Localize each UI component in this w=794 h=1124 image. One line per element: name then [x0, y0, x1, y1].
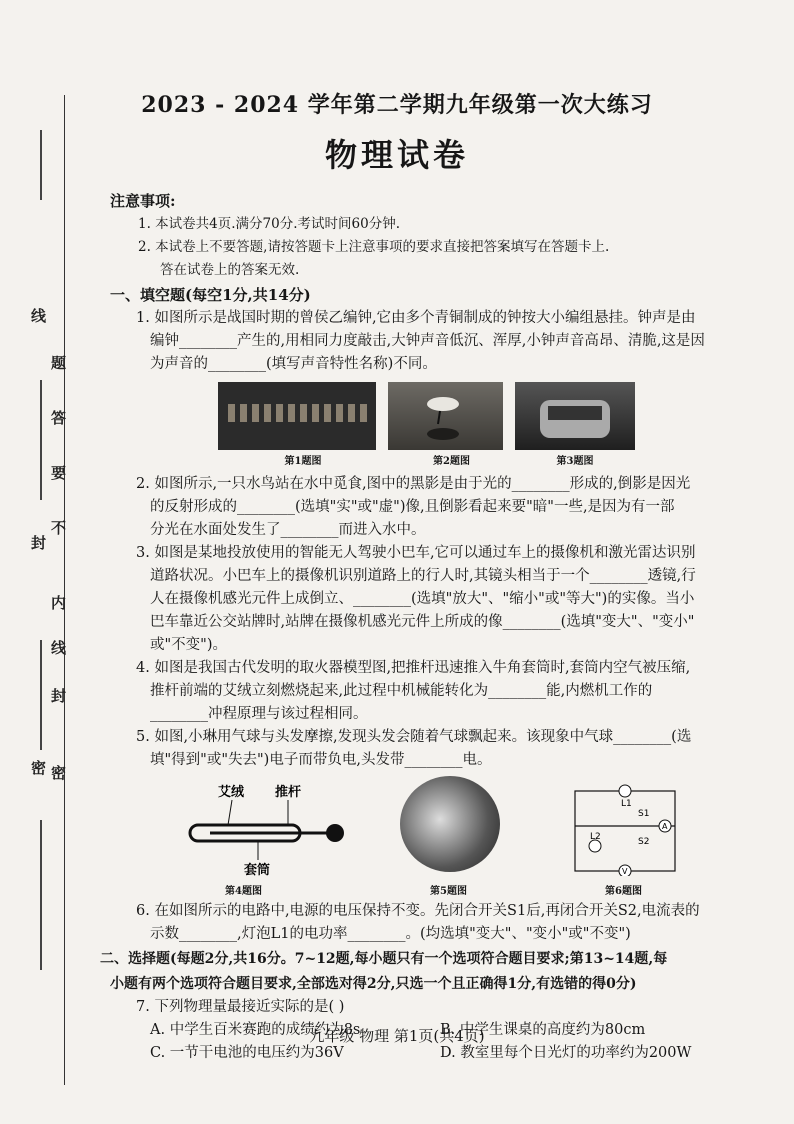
question-3-line: 道路状况。小巴车上的摄像机识别道路上的行人时,其镜头相当于一个________透镜,行 — [150, 568, 696, 584]
section-2-title: 二、选择题(每题2分,共16分。7~12题,每小题只有一个选项符合题目要求;第13~14题,每 — [100, 951, 668, 967]
question-3: 3. 如图是某地投放使用的智能无人驾驶小巴车,它可以通过车上的摄像机和激光雷达识别 — [136, 545, 696, 561]
margin-char: 线 — [29, 308, 47, 323]
label-tuigan: 推杆 — [275, 785, 302, 800]
notes-heading: 注意事项: — [110, 192, 176, 210]
question-4: 4. 如图是我国古代发明的取火器模型图,把推杆迅速推入牛角套筒时,套筒内空气被压缩, — [136, 660, 691, 676]
question-3-line: 人在摄像机感光元件上成倒立、________(选填"放大"、"缩小"或"等大")的实像。当小 — [150, 591, 695, 607]
label-l2: L2 — [590, 832, 601, 842]
margin-dash-bottom — [40, 820, 42, 970]
figure-captions-1 — [218, 450, 770, 473]
label-taotong: 套筒 — [244, 863, 271, 878]
margin-char: 密 — [49, 765, 67, 780]
section-2-title-line: 小题有两个选项符合题目要求,全部选对得2分,只选一个且正确得1分,有选错的得0分) — [110, 976, 637, 992]
margin-char: 封 — [29, 535, 47, 550]
ammeter-icon: A — [662, 822, 668, 831]
option-a: A. 中学生百米赛跑的成绩约为8s — [150, 1022, 361, 1038]
exam-content — [100, 190, 770, 1065]
option-b: B. 中学生课桌的高度约为80cm — [440, 1022, 646, 1038]
label-l1: L1 — [621, 799, 632, 809]
circuit-diagram — [570, 776, 680, 876]
subject-title: 物理试卷 — [324, 136, 469, 174]
question-6: 6. 在如图所示的电路中,电源的电压保持不变。先闭合开关S1后,再闭合开关S2,电流表的 — [136, 903, 700, 919]
margin-char: 封 — [49, 688, 67, 703]
voltmeter-icon: V — [622, 867, 628, 876]
margin-char: 线 — [49, 640, 67, 655]
question-3-line: 或"不变")。 — [150, 637, 227, 653]
note-item: 1. 本试卷共4页.满分70分.考试时间60分钟. — [138, 216, 400, 232]
binding-margin-line — [64, 95, 65, 1085]
caption-fig3: 第3题图 — [556, 456, 594, 467]
margin-dash-low — [40, 640, 42, 750]
bus-icon — [515, 382, 635, 450]
bus-photo — [515, 382, 635, 450]
bells-photo — [218, 382, 376, 450]
question-5-line: 填"得到"或"失去")电子而带负电,头发带________电。 — [150, 752, 492, 768]
caption-fig1: 第1题图 — [284, 456, 322, 467]
question-3-line: 巴车靠近公交站牌时,站牌在摄像机感光元件上所成的像________(选填"变大"、"变小" — [150, 614, 695, 630]
option-c: C. 一节干电池的电压约为36V — [150, 1045, 344, 1061]
fire-piston-diagram — [180, 780, 350, 880]
margin-char: 答 — [49, 410, 67, 425]
question-1-line: 为声音的________(填写声音特性名称)不同。 — [150, 356, 437, 372]
question-4-line: ________冲程原理与该过程相同。 — [150, 706, 368, 722]
question-2-line: 的反射形成的________(选填"实"或"虚")像,且倒影看起来要"暗"一些,是因为有一部 — [150, 499, 675, 515]
question-1: 1. 如图所示是战国时期的曾侯乙编钟,它由多个青铜制成的钟按大小编组悬挂。钟声是由 — [136, 310, 696, 326]
figure-row-2 — [110, 776, 770, 897]
question-2: 2. 如图所示,一只水鸟站在水中觅食,图中的黑影是由于光的________形成的,倒影是因光 — [136, 476, 691, 492]
margin-char: 内 — [49, 595, 67, 610]
margin-char: 不 — [49, 520, 67, 535]
margin-char: 题 — [49, 355, 67, 370]
margin-char: 密 — [29, 760, 47, 775]
exam-title: 2023 - 2024 学年第二学期九年级第一次大练习 — [141, 92, 653, 118]
caption-fig6: 第6题图 — [605, 886, 642, 897]
label-s1: S1 — [638, 809, 650, 819]
balloon-girl-photo — [400, 776, 500, 872]
question-5: 5. 如图,小琳用气球与头发摩擦,发现头发会随着气球飘起来。该现象中气球________(选 — [136, 729, 692, 745]
question-7: 7. 下列物理量最接近实际的是( ) — [136, 999, 345, 1015]
caption-fig2: 第2题图 — [433, 456, 470, 467]
note-item: 答在试卷上的答案无效. — [160, 262, 300, 278]
page-footer: 九年级 物理 第1页(共4页) — [309, 1027, 485, 1045]
question-6-line: 示数________,灯泡L1的电功率________。(均选填"变大"、"变小"或"不变") — [150, 926, 631, 942]
question-2-line: 分光在水面处发生了________而进入水中。 — [150, 522, 426, 538]
margin-char: 要 — [49, 465, 67, 480]
caption-fig5: 第5题图 — [430, 886, 467, 897]
label-s2: S2 — [638, 837, 650, 847]
margin-dash-mid — [40, 380, 42, 500]
option-d: D. 教室里每个日光灯的功率约为200W — [440, 1045, 692, 1061]
label-aironrong: 艾绒 — [218, 785, 245, 800]
caption-fig4: 第4题图 — [225, 886, 262, 897]
waterbird-photo — [388, 382, 503, 450]
question-4-line: 推杆前端的艾绒立刻燃烧起来,此过程中机械能转化为________能,内燃机工作的 — [150, 683, 653, 699]
section-1-title: 一、填空题(每空1分,共14分) — [110, 286, 311, 304]
question-1-line: 编钟________产生的,用相同力度敲击,大钟声音低沉、浑厚,小钟声音高昂、清脆,这是因 — [150, 333, 705, 349]
note-item: 2. 本试卷上不要答题,请按答题卡上注意事项的要求直接把答案填写在答题卡上. — [138, 239, 610, 255]
figure-row-1 — [218, 382, 770, 450]
bird-icon — [388, 382, 503, 450]
